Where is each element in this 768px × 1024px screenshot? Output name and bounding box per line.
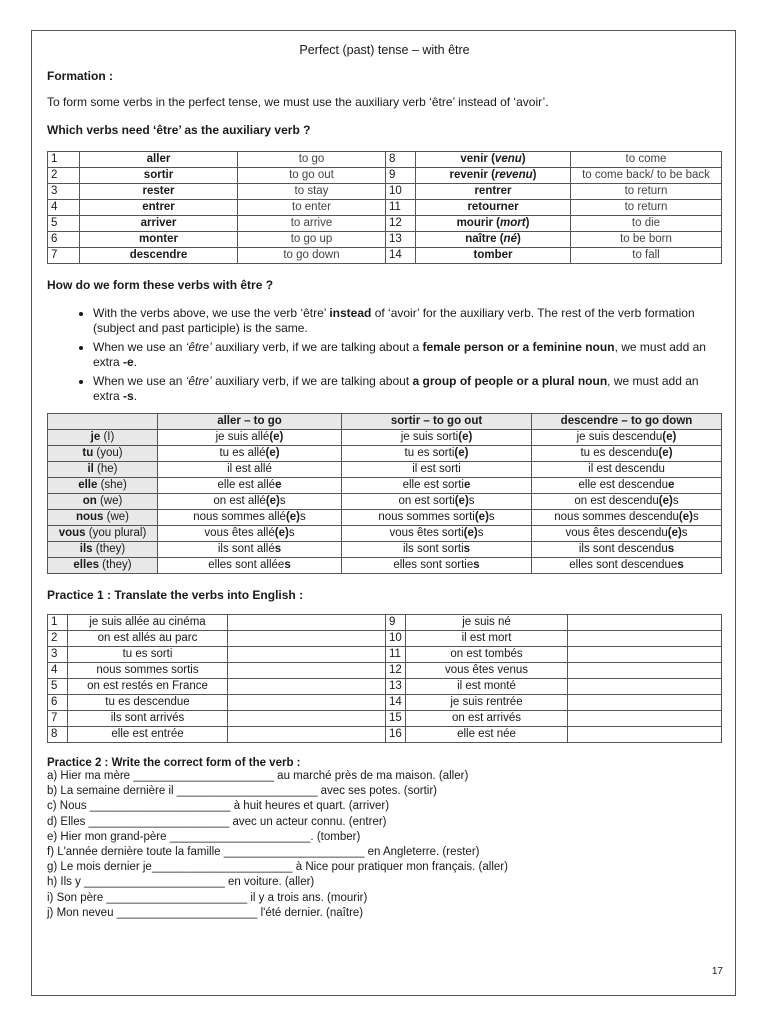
rule-emphasis: female person or a feminine noun [422,340,615,354]
conj-form: on est allé(e)s [158,494,342,510]
verb-infinitive: rentrer [416,184,571,200]
answer-cell [568,663,722,679]
verb-number: 11 [386,200,416,216]
conj-form: il est descendu [532,462,722,478]
conj-row [48,494,722,510]
answer-cell [568,711,722,727]
french-phrase: elle est entrée [68,727,228,743]
conj-form: elle est sortie [342,478,532,494]
answer-cell [568,615,722,631]
pronoun-cell: tu (you) [48,446,158,462]
conj-row [48,462,722,478]
verb-number: 6 [48,232,80,248]
conj-form: on est sorti(e)s [342,494,532,510]
pronoun: on [82,495,97,507]
agreement-ending: s [284,559,291,571]
conj-form: elle est descendue [532,478,722,494]
conj-form: ils sont sortis [342,542,532,558]
verb-infinitive: tomber [416,248,571,264]
french-phrase: on est allés au parc [68,631,228,647]
verb-meaning: to go [238,152,386,168]
past-participle: venu [494,153,522,165]
agreement-ending: (e) [667,527,682,539]
conj-row [48,510,722,526]
agreement-ending: (e) [285,511,300,523]
verb-infinitive: retourner [416,200,571,216]
practice1-row [48,663,722,679]
conj-form: je suis sorti(e) [342,430,532,446]
conj-row [48,430,722,446]
worksheet-page [31,30,736,996]
conj-form: tu es allé(e) [158,446,342,462]
verb-meaning: to enter [238,200,386,216]
answer-cell [228,615,386,631]
verb-infinitive: venir (venu) [416,152,571,168]
practice1-row [48,631,722,647]
agreement-ending: e [463,479,471,491]
practice2-heading: Practice 2 : Write the correct form of the verb : [47,757,301,769]
conj-header: descendre – to go down [532,414,722,430]
pronoun: ils [79,543,93,555]
item-number: 15 [386,711,406,727]
pronoun: elles [73,559,99,571]
verb-row [48,248,722,264]
agreement-ending: e [275,479,282,491]
practice1-heading: Practice 1 : Translate the verbs into English : [47,588,304,602]
pronoun: elle [78,479,98,491]
pronoun-cell: vous (you plural) [48,526,158,542]
pronoun-cell: on (we) [48,494,158,510]
answer-cell [228,727,386,743]
item-number: 1 [48,615,68,631]
verb-number: 1 [48,152,80,168]
practice1-table [47,614,722,743]
pronoun: il [87,463,94,475]
verb-meaning: to be born [571,232,722,248]
item-number: 12 [386,663,406,679]
etre-italic: ‘être’ [185,374,212,388]
verb-number: 12 [386,216,416,232]
french-phrase: tu es descendue [68,695,228,711]
etre-italic: ‘être’ [185,340,212,354]
french-phrase: je suis rentrée [406,695,568,711]
verb-infinitive: sortir [80,168,238,184]
conj-form: il est allé [158,462,342,478]
verb-number: 14 [386,248,416,264]
practice2-sentence: j) Mon neveu ______________________ l'été dernier. (naître) [47,906,364,919]
pronoun-cell: elle (she) [48,478,158,494]
verb-number: 8 [386,152,416,168]
verb-row [48,168,722,184]
verb-row [48,184,722,200]
past-participle: mort [500,217,526,229]
verb-row [48,152,722,168]
agreement-ending: e [668,479,675,491]
pronoun-cell: il (he) [48,462,158,478]
which-verbs-heading: Which verbs need ‘être’ as the auxiliary verb ? [47,123,311,137]
agreement-ending: (e) [678,511,693,523]
conj-form: il est sorti [342,462,532,478]
pronoun: tu [82,447,94,459]
item-number: 2 [48,631,68,647]
agreement-ending: s [463,543,471,555]
verb-infinitive: aller [80,152,238,168]
practice1-row [48,727,722,743]
rules-list [47,306,722,404]
practice2-list [47,769,722,921]
rule-ending: -s [123,389,134,403]
french-phrase: tu es sorti [68,647,228,663]
conj-row [48,542,722,558]
practice2-sentence: b) La semaine dernière il ______________________ avec ses potes. (sortir) [47,785,437,798]
french-phrase: je suis né [406,615,568,631]
agreement-ending: (e) [662,431,677,443]
practice2-sentence: e) Hier mon grand-père ______________________. (tomber) [47,830,361,843]
conj-form: tu es sorti(e) [342,446,532,462]
conj-header: aller – to go [158,414,342,430]
conjugation-table [47,413,722,574]
agreement-ending: (e) [265,447,280,459]
verb-number: 4 [48,200,80,216]
practice2-sentence: a) Hier ma mère ______________________ au marché près de ma maison. (aller) [47,770,469,782]
practice1-row [48,695,722,711]
french-phrase: on est arrivés [406,711,568,727]
verb-number: 9 [386,168,416,184]
french-phrase: je suis allée au cinéma [68,615,228,631]
past-participle: né [503,233,517,245]
conj-row [48,526,722,542]
conj-form: nous sommes descendu(e)s [532,510,722,526]
conj-form: elles sont descendues [532,558,722,574]
page-title: Perfect (past) tense – with être [299,43,470,57]
conj-form: on est descendu(e)s [532,494,722,510]
rule-item: • When we use an ‘être’ auxiliary verb, if we are talking about a group of people or a plural noun, we must add an extra -s. [93,374,722,404]
etre-verbs-table [47,151,722,264]
practice1-row [48,647,722,663]
verb-number: 5 [48,216,80,232]
verb-meaning: to go down [238,248,386,264]
verb-meaning: to return [571,200,722,216]
answer-cell [228,679,386,695]
item-number: 13 [386,679,406,695]
answer-cell [568,695,722,711]
french-phrase: on est tombés [406,647,568,663]
conj-form: vous êtes sorti(e)s [342,526,532,542]
french-phrase: nous sommes sortis [68,663,228,679]
conj-header: sortir – to go out [342,414,532,430]
answer-cell [568,631,722,647]
page-number: 17 [711,966,723,977]
practice2-sentence: f) L'année dernière toute la famille ______________________ en Angleterre. (rester) [47,846,480,859]
conj-form: je suis descendu(e) [532,430,722,446]
conj-form: nous sommes allé(e)s [158,510,342,526]
conj-form: nous sommes sorti(e)s [342,510,532,526]
conj-form: elle est allée [158,478,342,494]
answer-cell [568,679,722,695]
verb-number: 3 [48,184,80,200]
verb-row [48,232,722,248]
past-participle: revenu [494,169,533,181]
agreement-ending: s [473,559,480,571]
verb-meaning: to fall [571,248,722,264]
conj-form: je suis allé(e) [158,430,342,446]
practice2-sentence: c) Nous ______________________ à huit heures et quart. (arriver) [47,800,390,813]
pronoun: nous [75,511,104,523]
verb-row [48,216,722,232]
french-phrase: il est monté [406,679,568,695]
conj-form: tu es descendu(e) [532,446,722,462]
verb-infinitive: revenir (revenu) [416,168,571,184]
item-number: 7 [48,711,68,727]
agreement-ending: (e) [454,495,469,507]
verb-number: 10 [386,184,416,200]
conj-row [48,478,722,494]
agreement-ending: (e) [269,431,284,443]
item-number: 9 [386,615,406,631]
agreement-ending: (e) [474,511,489,523]
answer-cell [228,711,386,727]
agreement-ending: (e) [458,431,473,443]
agreement-ending: (e) [274,527,289,539]
verb-infinitive: arriver [80,216,238,232]
conj-form: elles sont sorties [342,558,532,574]
agreement-ending: (e) [265,495,280,507]
french-phrase: il est mort [406,631,568,647]
item-number: 3 [48,647,68,663]
french-phrase: ils sont arrivés [68,711,228,727]
verb-meaning: to arrive [238,216,386,232]
verb-number: 2 [48,168,80,184]
conj-form: ils sont descendus [532,542,722,558]
item-number: 11 [386,647,406,663]
pronoun-cell: je (I) [48,430,158,446]
practice2-sentence: i) Son père ______________________ il y a trois ans. (mourir) [47,891,368,904]
verb-infinitive: rester [80,184,238,200]
verb-infinitive: descendre [80,248,238,264]
answer-cell [228,647,386,663]
verb-infinitive: monter [80,232,238,248]
conj-row [48,446,722,462]
verb-infinitive: entrer [80,200,238,216]
item-number: 5 [48,679,68,695]
pronoun-cell: nous (we) [48,510,158,526]
verb-infinitive: mourir (mort) [416,216,571,232]
verb-number: 13 [386,232,416,248]
verb-meaning: to stay [238,184,386,200]
practice2-sentence: d) Elles ______________________ avec un acteur connu. (entrer) [47,815,387,828]
item-number: 16 [386,727,406,743]
rule-item: • With the verbs above, we use the verb ‘être’ instead of ‘avoir’ for the auxiliary verb. The rest of the verb formation (subject and past participle) is the same. [93,306,722,336]
practice1-row [48,615,722,631]
practice1-row [48,679,722,695]
agreement-ending: s [274,543,282,555]
agreement-ending: s [677,559,684,571]
verb-meaning: to come back/ to be back [571,168,722,184]
conj-form: elles sont allées [158,558,342,574]
verb-number: 7 [48,248,80,264]
item-number: 10 [386,631,406,647]
french-phrase: vous êtes venus [406,663,568,679]
worksheet-content [47,41,722,921]
practice2-sentence: h) Ils y ______________________ en voiture. (aller) [47,876,315,889]
answer-cell [228,663,386,679]
french-phrase: on est restés en France [68,679,228,695]
pronoun: vous [58,527,86,539]
conj-form: vous êtes descendu(e)s [532,526,722,542]
formation-text: To form some verbs in the perfect tense, we must use the auxiliary verb ‘être’ instead of ‘avoir’. [47,95,549,109]
pronoun-cell: elles (they) [48,558,158,574]
conj-row [48,558,722,574]
rule-item: • When we use an ‘être’ auxiliary verb, if we are talking about a female person or a feminine noun, we must add an extra -e. [93,340,722,370]
agreement-ending: (e) [658,447,673,459]
item-number: 8 [48,727,68,743]
pronoun: je [90,431,101,443]
answer-cell [228,631,386,647]
verb-meaning: to die [571,216,722,232]
agreement-ending: (e) [658,495,673,507]
practice2-sentence: g) Le mois dernier je______________________ à Nice pour pratiquer mon français. (aller) [47,861,508,874]
item-number: 4 [48,663,68,679]
verb-meaning: to go out [238,168,386,184]
answer-cell [228,695,386,711]
french-phrase: elle est née [406,727,568,743]
pronoun-cell: ils (they) [48,542,158,558]
answer-cell [568,727,722,743]
verb-row [48,200,722,216]
item-number: 6 [48,695,68,711]
conj-form: vous êtes allé(e)s [158,526,342,542]
verb-meaning: to go up [238,232,386,248]
rule-emphasis: instead [329,306,372,320]
conj-corner [48,414,158,430]
agreement-ending: s [667,543,675,555]
how-heading: How do we form these verbs with être ? [47,278,274,292]
verb-meaning: to return [571,184,722,200]
agreement-ending: (e) [463,527,478,539]
verb-meaning: to come [571,152,722,168]
formation-heading: Formation : [47,69,113,83]
answer-cell [568,647,722,663]
conj-form: ils sont allés [158,542,342,558]
agreement-ending: (e) [454,447,469,459]
rule-ending: -e [123,355,134,369]
rule-emphasis: a group of people or a plural noun [412,374,608,388]
practice1-row [48,711,722,727]
item-number: 14 [386,695,406,711]
verb-infinitive: naître (né) [416,232,571,248]
